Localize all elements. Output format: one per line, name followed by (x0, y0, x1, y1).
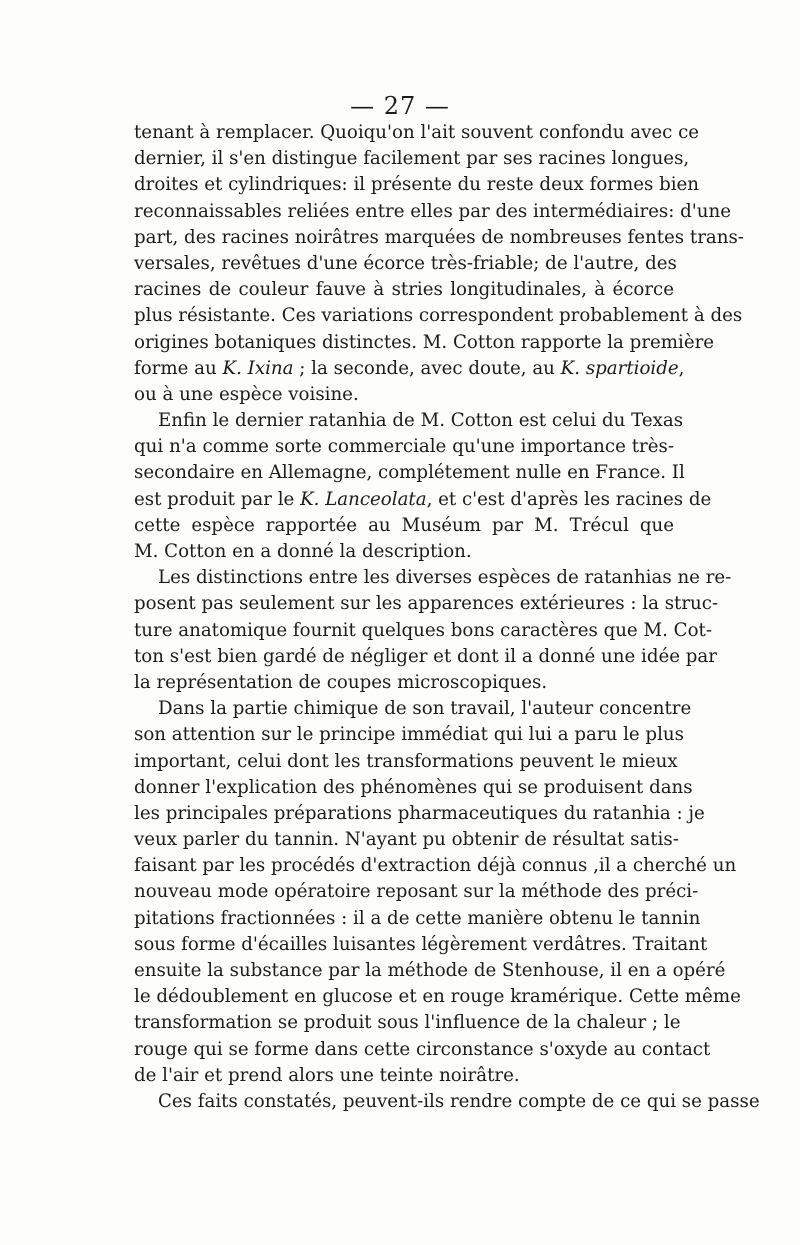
text-line: Enfin le dernier ratanhia de M. Cotton est celui du Texas (158, 410, 684, 432)
text-line: dernier, il s'en distingue facilement par ses racines longues, (134, 148, 690, 170)
text-line: sous forme d'écailles luisantes légèrement verdâtres. Traitant (134, 933, 708, 955)
text-line: ture anatomique fournit quelques bons caractères que M. Cot- (134, 619, 712, 641)
text-line: Dans la partie chimique de son travail, l'auteur concentre (158, 698, 692, 720)
text-line: les principales préparations pharmaceutiques du ratanhia : je (134, 802, 705, 824)
text-line: pitations fractionnées : il a de cette manière obtenu le tannin (134, 907, 701, 929)
text-line: ton s'est bien gardé de négliger et dont il a donné une idée par (134, 645, 717, 667)
text-line: la représentation de coupes microscopiques. (134, 671, 548, 693)
text-line: ensuite la substance par la méthode de Stenhouse, il en a opéré (134, 960, 726, 981)
text-line: Les distinctions entre les diverses espèces de ratanhias ne re- (158, 567, 732, 589)
paragraph-4 (134, 696, 741, 1089)
text-line: reconnaissables reliées entre elles par des intermédiaires: d'une (134, 200, 731, 222)
text-line: ou à une espèce voisine. (134, 383, 359, 405)
text-line: veux parler du tannin. N'ayant pu obtenir de résultat satis- (134, 829, 679, 851)
text-line: plus résistante. Ces variations correspondent probablement à des (134, 305, 743, 327)
text-line: transformation se produit sous l'influence de la chaleur ; le (134, 1012, 681, 1034)
text-line: faisant par les procédés d'extraction déjà connus ,il a cherché un (134, 855, 737, 877)
text-line: droites et cylindriques: il présente du reste deux formes bien (134, 174, 700, 196)
text-line: nouveau mode opératoire reposant sur la méthode des préci- (134, 881, 699, 903)
paragraph-2 (134, 408, 712, 565)
text-line: important, celui dont les transformations peuvent le mieux (134, 750, 678, 772)
text-line: qui n'a comme sorte commerciale qu'une importance très- (134, 436, 674, 458)
text-line: est produit par le K. Lanceolata, et c'est d'après les racines de (134, 488, 712, 510)
text-line: versales, revêtues d'une écorce très-friable; de l'autre, des (134, 252, 677, 274)
text-line: donner l'explication des phénomènes qui se produisent dans (134, 776, 693, 798)
text-line: forme au K. Ixina ; la seconde, avec doute, au K. spartioide, (134, 357, 685, 379)
text-line: rouge qui se forme dans cette circonstance s'oxyde au contact (134, 1038, 711, 1060)
text-line: son attention sur le principe immédiat qui lui a paru le plus (134, 724, 684, 746)
page-number: — 27 — (350, 92, 450, 120)
text-line: M. Cotton en a donné la description. (134, 541, 472, 562)
text-line: racines de couleur fauve à stries longitudinales, à écorce (134, 279, 674, 301)
text-line: de l'air et prend alors une teinte noirâtre. (134, 1064, 520, 1086)
text-line: cette espèce rapportée au Muséum par M. Trécul que (134, 514, 674, 536)
text-line: posent pas seulement sur les apparences extérieures : la struc- (134, 593, 719, 615)
text-line: origines botaniques distinctes. M. Cotton rapporte la première (134, 331, 715, 353)
text-line: tenant à remplacer. Quoiqu'on l'ait souvent confondu avec ce (134, 122, 700, 143)
paragraph-3 (134, 565, 732, 696)
text-line: secondaire en Allemagne, complétement nulle en France. Il (134, 462, 685, 484)
text-line: le dédoublement en glucose et en rouge kramérique. Cette même (134, 986, 741, 1008)
paragraph-5 (134, 1089, 760, 1115)
text-line: Ces faits constatés, peuvent-ils rendre compte de ce qui se passe (158, 1090, 760, 1112)
text-line: part, des racines noirâtres marquées de nombreuses fentes trans- (134, 226, 744, 248)
body-text (134, 120, 760, 1115)
paragraph-1 (134, 120, 744, 408)
